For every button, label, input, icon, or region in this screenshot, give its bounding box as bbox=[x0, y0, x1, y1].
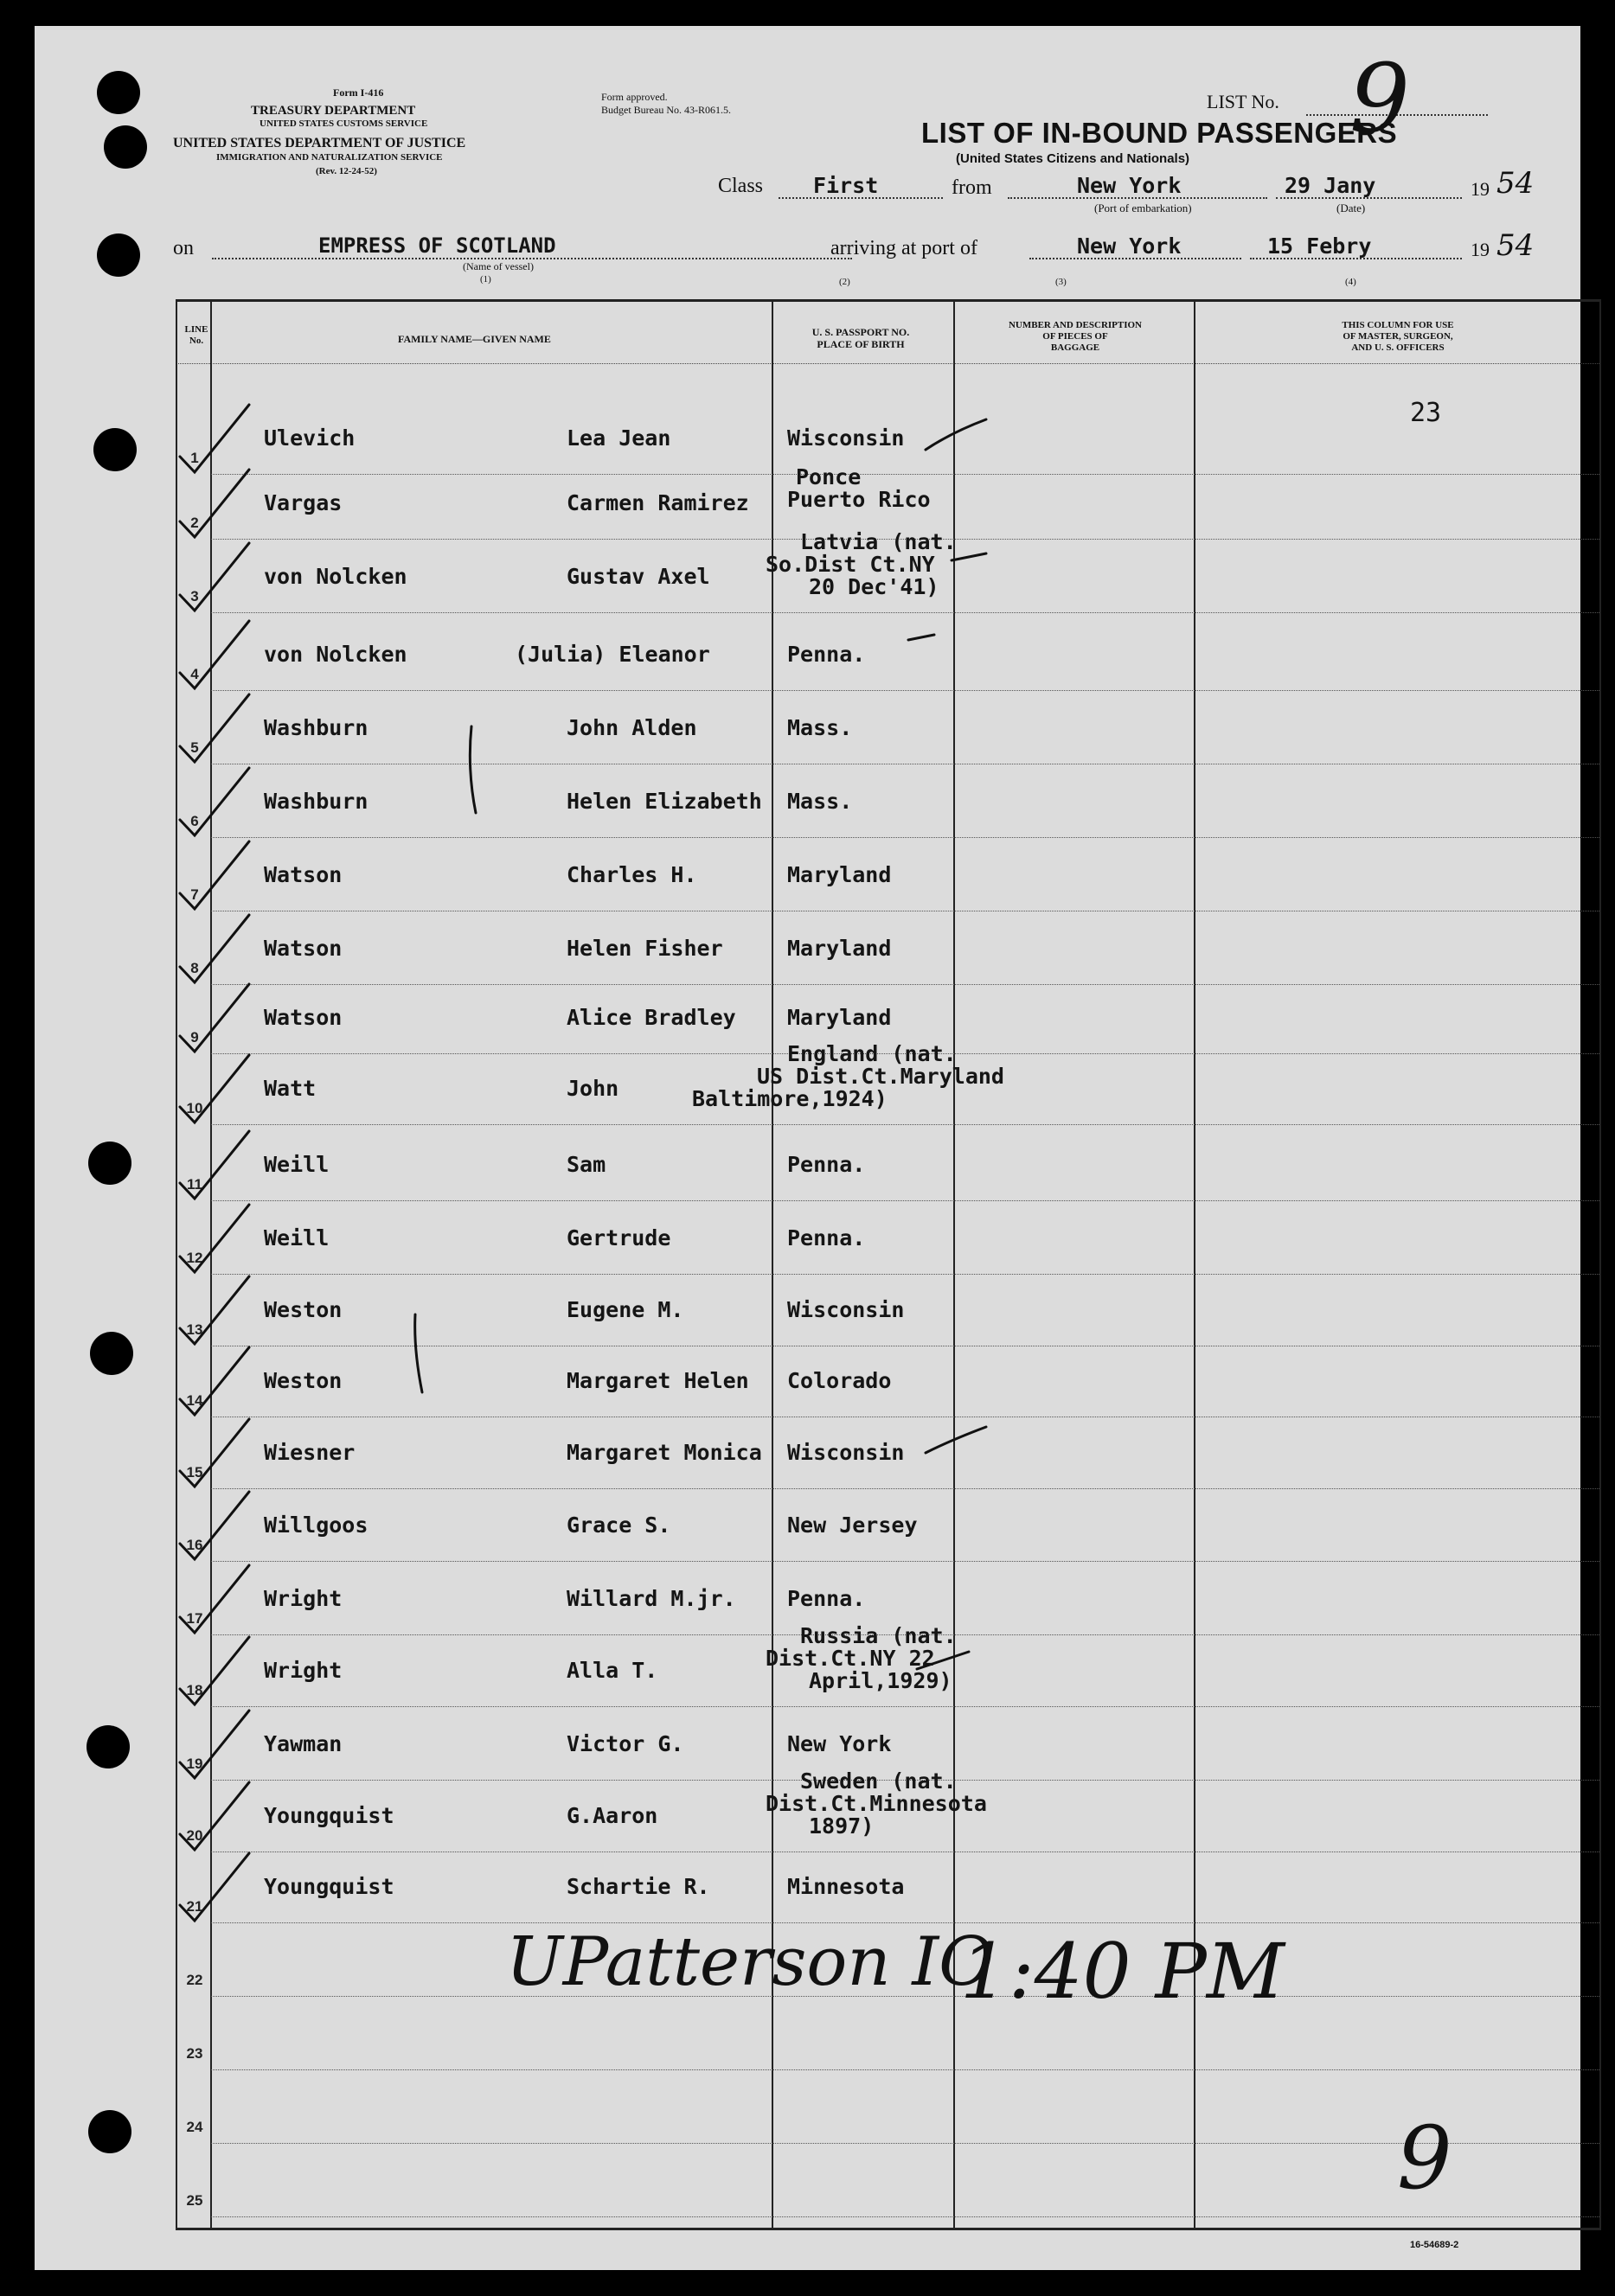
family-name: Wright bbox=[264, 1586, 343, 1611]
row-separator bbox=[211, 1706, 1599, 1707]
time-annotation: 1:40 PM bbox=[960, 1927, 1285, 2016]
arrival-year-prefix: 19 bbox=[1471, 239, 1490, 260]
row-separator bbox=[211, 612, 1599, 613]
table-header-border bbox=[176, 363, 1601, 364]
row-separator bbox=[211, 1996, 1599, 1997]
place-of-birth: Puerto Rico bbox=[787, 487, 931, 512]
column-number-1: (1) bbox=[480, 274, 491, 285]
place-of-birth: US Dist.Ct.Maryland bbox=[757, 1064, 1004, 1089]
given-name: Alla T. bbox=[567, 1658, 658, 1683]
given-name: Margaret Monica bbox=[567, 1440, 762, 1465]
list-number-value: 9 bbox=[1349, 43, 1410, 154]
vessel-caption: (Name of vessel) bbox=[463, 260, 534, 272]
customs-service: UNITED STATES CUSTOMS SERVICE bbox=[260, 118, 428, 129]
line-number: 13 bbox=[186, 1321, 203, 1338]
line-number: 18 bbox=[186, 1682, 203, 1698]
officers-header-2: OF MASTER, SURGEON, bbox=[1343, 331, 1453, 342]
row-separator bbox=[211, 1922, 1599, 1923]
table-right-border bbox=[1599, 299, 1601, 2228]
place-of-birth: 20 Dec'41) bbox=[809, 574, 939, 599]
punch-hole bbox=[90, 1332, 133, 1375]
line-no-header: LINE No. bbox=[184, 324, 208, 346]
given-name: G.Aaron bbox=[567, 1803, 658, 1828]
given-name: Gertrude bbox=[567, 1225, 671, 1250]
given-name: Eugene M. bbox=[567, 1297, 684, 1322]
arriving-label: arriving at port of bbox=[830, 237, 977, 259]
passport-header-1: U. S. PASSPORT NO. bbox=[811, 326, 910, 338]
family-name: Watson bbox=[264, 936, 343, 961]
place-of-birth: Penna. bbox=[787, 642, 866, 667]
manifest-sheet bbox=[35, 26, 1580, 2270]
family-name: Weston bbox=[264, 1297, 343, 1322]
weston-bracket bbox=[415, 1314, 422, 1392]
given-name: Helen Elizabeth bbox=[567, 789, 762, 814]
line-number: 21 bbox=[186, 1898, 203, 1915]
baggage-header-2: OF PIECES OF bbox=[1042, 331, 1108, 342]
date-caption: (Date) bbox=[1336, 201, 1366, 214]
place-of-birth: Wisconsin bbox=[787, 1440, 905, 1465]
place-of-birth: Penna. bbox=[787, 1586, 866, 1611]
given-name: Willard M.jr. bbox=[567, 1586, 736, 1611]
line-number: 4 bbox=[190, 666, 199, 682]
place-of-birth: Penna. bbox=[787, 1225, 866, 1250]
line-number: 9 bbox=[190, 1029, 199, 1046]
form-title: LIST OF IN-BOUND PASSENGERS bbox=[921, 117, 1398, 149]
officers-header-1: THIS COLUMN FOR USE bbox=[1342, 320, 1454, 330]
place-of-birth: Minnesota bbox=[787, 1874, 905, 1899]
place-of-birth: Wisconsin bbox=[787, 425, 905, 451]
budget-bureau-number: Budget Bureau No. 43-R061.5. bbox=[601, 104, 731, 116]
family-name: von Nolcken bbox=[264, 642, 407, 667]
on-label: on bbox=[173, 237, 194, 259]
line-number: 15 bbox=[186, 1464, 203, 1481]
place-of-birth: Colorado bbox=[787, 1368, 892, 1393]
row-separator bbox=[211, 474, 1599, 475]
family-name: Wiesner bbox=[264, 1440, 356, 1465]
place-of-birth: England (nat. bbox=[787, 1041, 957, 1066]
department-of-justice: UNITED STATES DEPARTMENT OF JUSTICE bbox=[173, 136, 466, 150]
form-approved: Form approved. bbox=[601, 91, 668, 103]
given-name: (Julia) Eleanor bbox=[515, 642, 710, 667]
from-value: New York bbox=[1077, 173, 1182, 198]
family-name: Washburn bbox=[264, 715, 369, 740]
departure-date-value: 29 Jany bbox=[1285, 173, 1376, 198]
given-name: Sam bbox=[567, 1152, 606, 1177]
place-of-birth: Dist.Ct.NY 22 bbox=[766, 1646, 935, 1671]
line-number: 22 bbox=[186, 1972, 203, 1988]
list-number-label: LIST No. bbox=[1207, 91, 1279, 112]
line-number: 14 bbox=[186, 1392, 203, 1409]
baggage-header-1: NUMBER AND DESCRIPTION bbox=[1008, 320, 1143, 330]
officers-column-divider bbox=[1194, 301, 1195, 2228]
family-name: Washburn bbox=[264, 789, 369, 814]
family-name: Youngquist bbox=[264, 1803, 394, 1828]
place-of-birth: So.Dist Ct.NY bbox=[766, 552, 935, 577]
vessel-value: EMPRESS OF SCOTLAND bbox=[318, 233, 556, 258]
line-number: 2 bbox=[190, 515, 199, 531]
place-of-birth: Ponce bbox=[796, 464, 862, 489]
row-separator bbox=[211, 1124, 1599, 1125]
column-number-2: (2) bbox=[839, 277, 850, 287]
given-name: Lea Jean bbox=[567, 425, 671, 451]
revision-date: (Rev. 12-24-52) bbox=[316, 166, 377, 176]
arrival-port-value: New York bbox=[1077, 233, 1182, 259]
line-number: 7 bbox=[190, 886, 199, 903]
column-number-4: (4) bbox=[1345, 277, 1356, 287]
departure-year-value: 54 bbox=[1496, 166, 1535, 201]
place-of-birth: 1897) bbox=[809, 1813, 875, 1839]
line-number: 3 bbox=[190, 588, 199, 604]
place-of-birth: April,1929) bbox=[809, 1668, 952, 1693]
row-separator bbox=[211, 2143, 1599, 2144]
officers-header-3: AND U. S. OFFICERS bbox=[1351, 342, 1445, 353]
row-separator bbox=[211, 2216, 1599, 2217]
given-name: Victor G. bbox=[567, 1731, 684, 1756]
line-number: 23 bbox=[186, 2045, 203, 2062]
passport-column-divider bbox=[772, 301, 773, 2228]
footer-code: 16-54689-2 bbox=[1410, 2240, 1459, 2250]
signature: UPatterson IO bbox=[506, 1923, 995, 2001]
given-name: Carmen Ramirez bbox=[567, 490, 749, 515]
row-separator bbox=[211, 1200, 1599, 1201]
class-value: First bbox=[813, 173, 879, 198]
family-name: von Nolcken bbox=[264, 564, 407, 589]
arrival-date-value: 15 Febry bbox=[1267, 233, 1372, 259]
given-name: Margaret Helen bbox=[567, 1368, 749, 1393]
form-number: Form I-416 bbox=[333, 86, 384, 99]
place-of-birth: Latvia (nat. bbox=[800, 529, 957, 554]
punch-hole bbox=[97, 233, 140, 277]
given-name: Alice Bradley bbox=[567, 1005, 736, 1030]
family-name: Weill bbox=[264, 1152, 330, 1177]
given-name: Charles H. bbox=[567, 862, 697, 887]
line-number: 5 bbox=[190, 739, 199, 756]
treasury-department: TREASURY DEPARTMENT bbox=[251, 104, 416, 118]
passport-tick-mark bbox=[908, 635, 934, 640]
line-number: 20 bbox=[186, 1827, 203, 1844]
place-of-birth: Baltimore,1924) bbox=[692, 1086, 888, 1111]
year-prefix: 19 bbox=[1471, 178, 1490, 200]
passport-header-2: PLACE OF BIRTH bbox=[817, 338, 905, 350]
bottom-page-number: 9 bbox=[1397, 2107, 1452, 2209]
place-of-birth: Mass. bbox=[787, 789, 853, 814]
place-of-birth: Maryland bbox=[787, 862, 892, 887]
place-of-birth: New York bbox=[787, 1731, 892, 1756]
given-name: Grace S. bbox=[567, 1513, 671, 1538]
place-of-birth: Wisconsin bbox=[787, 1297, 905, 1322]
family-name: Youngquist bbox=[264, 1874, 394, 1899]
place-of-birth: Russia (nat. bbox=[800, 1623, 957, 1648]
punch-hole bbox=[97, 71, 140, 114]
line-number: 16 bbox=[186, 1537, 203, 1553]
place-of-birth: Maryland bbox=[787, 1005, 892, 1030]
passport-tick-mark bbox=[952, 553, 986, 560]
given-name: Gustav Axel bbox=[567, 564, 710, 589]
given-name: Helen Fisher bbox=[567, 936, 723, 961]
table-bottom-border bbox=[176, 2228, 1601, 2230]
row-separator bbox=[211, 2069, 1599, 2070]
name-column-header: FAMILY NAME—GIVEN NAME bbox=[398, 333, 551, 345]
class-label: Class bbox=[718, 175, 764, 197]
family-name: Watson bbox=[264, 862, 343, 887]
line-number: 11 bbox=[187, 1176, 202, 1193]
place-of-birth: New Jersey bbox=[787, 1513, 918, 1538]
line-number: 8 bbox=[190, 960, 199, 976]
row-separator bbox=[211, 690, 1599, 691]
passport-tick-mark bbox=[926, 419, 986, 450]
family-name: Watt bbox=[264, 1076, 317, 1101]
line-number: 12 bbox=[186, 1250, 203, 1266]
place-of-birth: Penna. bbox=[787, 1152, 866, 1177]
officer-count: 23 bbox=[1410, 398, 1442, 428]
place-of-birth: Maryland bbox=[787, 936, 892, 961]
row-separator bbox=[211, 984, 1599, 985]
punch-hole bbox=[87, 1725, 130, 1768]
immigration-service: IMMIGRATION AND NATURALIZATION SERVICE bbox=[216, 152, 443, 163]
family-name: Wright bbox=[264, 1658, 343, 1683]
arrival-year-value: 54 bbox=[1496, 228, 1535, 263]
port-of-embarkation-caption: (Port of embarkation) bbox=[1094, 201, 1192, 214]
place-of-birth: Dist.Ct.Minnesota bbox=[766, 1791, 987, 1816]
family-name: Vargas bbox=[264, 490, 343, 515]
vessel-line bbox=[212, 258, 852, 259]
family-name: Weill bbox=[264, 1225, 330, 1250]
family-name: Yawman bbox=[264, 1731, 343, 1756]
punch-hole bbox=[88, 1142, 131, 1185]
family-name: Weston bbox=[264, 1368, 343, 1393]
line-number: 24 bbox=[186, 2119, 203, 2135]
given-name: John Alden bbox=[567, 715, 697, 740]
punch-hole bbox=[93, 428, 137, 471]
line-number: 10 bbox=[186, 1100, 203, 1116]
baggage-header-3: BAGGAGE bbox=[1050, 342, 1100, 353]
table-top-border bbox=[176, 299, 1601, 302]
line-number: 19 bbox=[186, 1756, 203, 1772]
passport-tick-mark bbox=[926, 1427, 986, 1453]
row-separator bbox=[211, 837, 1599, 838]
family-name: Willgoos bbox=[264, 1513, 369, 1538]
baggage-column-divider bbox=[953, 301, 955, 2228]
row-separator bbox=[211, 1274, 1599, 1275]
punch-hole bbox=[88, 2110, 131, 2153]
place-of-birth: Mass. bbox=[787, 715, 853, 740]
family-name: Watson bbox=[264, 1005, 343, 1030]
family-name: Ulevich bbox=[264, 425, 356, 451]
column-number-3: (3) bbox=[1055, 277, 1067, 287]
row-separator bbox=[211, 1488, 1599, 1489]
place-of-birth: Sweden (nat. bbox=[800, 1768, 957, 1794]
form-subtitle: (United States Citizens and Nationals) bbox=[956, 151, 1190, 166]
washburn-bracket bbox=[470, 726, 476, 813]
row-separator bbox=[211, 1561, 1599, 1562]
line-number: 25 bbox=[186, 2192, 203, 2209]
given-name: Schartie R. bbox=[567, 1874, 710, 1899]
from-label: from bbox=[952, 176, 992, 199]
given-name: John bbox=[567, 1076, 619, 1101]
line-number: 6 bbox=[190, 813, 199, 829]
line-number: 1 bbox=[190, 450, 199, 466]
line-number: 17 bbox=[186, 1610, 203, 1627]
punch-hole bbox=[104, 125, 147, 169]
